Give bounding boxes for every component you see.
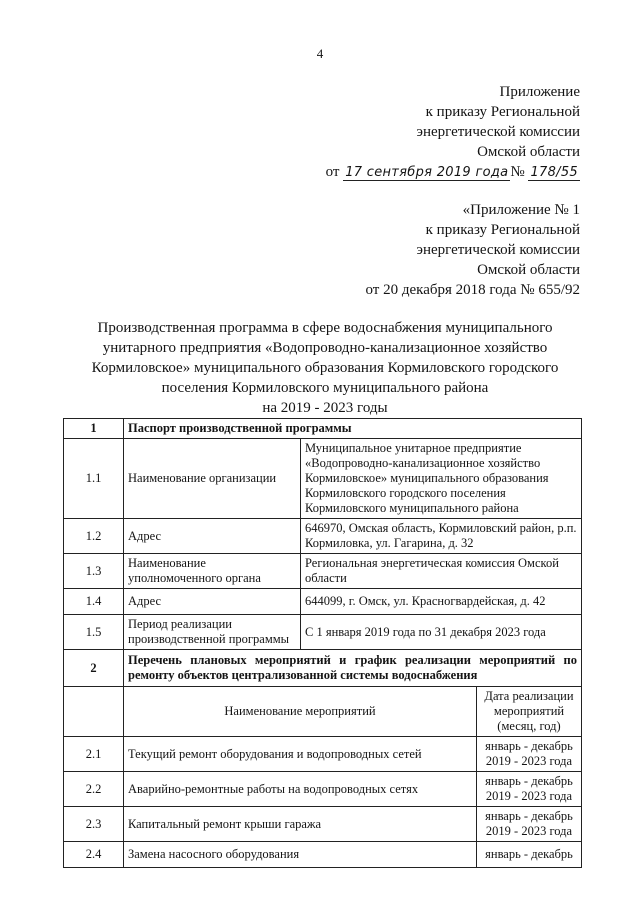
row-name: Замена насосного оборудования — [124, 842, 477, 868]
row-label: Период реализации производственной программы — [124, 615, 301, 650]
title-line: поселения Кормиловского муниципального района — [161, 380, 489, 396]
column-header-name: Наименование мероприятий — [124, 687, 477, 737]
row-number: 1.2 — [64, 519, 124, 554]
column-header-row — [64, 687, 582, 737]
table-row — [64, 807, 582, 842]
row-name: Аварийно-ремонтные работы на водопроводных сетях — [124, 772, 477, 807]
appendix-line: Приложение — [499, 84, 580, 100]
appendix-line: от 20 декабря 2018 года № 655/92 — [365, 282, 580, 298]
table-row — [64, 842, 582, 868]
title-line: на 2019 - 2023 годы — [262, 400, 388, 416]
table-row — [64, 737, 582, 772]
row-value: Региональная энергетическая комиссия Омской области — [301, 554, 582, 589]
row-name: Капитальный ремонт крыши гаража — [124, 807, 477, 842]
row-number: 1.1 — [64, 439, 124, 519]
table-row — [64, 772, 582, 807]
row-value: 646970, Омская область, Кормиловский район, р.п. Кормиловка, ул. Гагарина, д. 32 — [301, 519, 582, 554]
appendix-line: энергетической комиссии — [416, 242, 580, 258]
table-row — [64, 589, 582, 615]
section-number: 1 — [64, 419, 124, 439]
title-line: Кормиловское» муниципального образования Кормиловского городского — [91, 360, 559, 376]
section-title: Паспорт производственной программы — [124, 419, 582, 439]
handwritten-date: 17 сентября 2019 года — [345, 165, 509, 180]
row-dates: январь - декабрь 2019 - 2023 года — [477, 807, 582, 842]
appendix-line: Омской области — [477, 144, 580, 160]
handwritten-number: 178/55 — [530, 165, 578, 180]
section-header-row — [64, 650, 582, 687]
row-label: Адрес — [124, 519, 301, 554]
section-number: 2 — [64, 650, 124, 687]
row-number: 2.3 — [64, 807, 124, 842]
row-number: 1.5 — [64, 615, 124, 650]
row-dates: январь - декабрь 2019 - 2023 года — [477, 737, 582, 772]
appendix-line: к приказу Региональной — [425, 222, 580, 238]
appendix-line: «Приложение № 1 — [462, 202, 580, 218]
table-row — [64, 554, 582, 589]
section-title: Перечень плановых мероприятий и график реализации мероприятий по ремонту объектов централизованной системы водоснабжения — [124, 650, 582, 687]
row-value: С 1 января 2019 года по 31 декабря 2023 года — [301, 615, 582, 650]
table-row — [64, 615, 582, 650]
order-date-line — [326, 162, 580, 183]
row-value: 644099, г. Омск, ул. Красногвардейская, д. 42 — [301, 589, 582, 615]
row-number: 2.2 — [64, 772, 124, 807]
row-label: Наименование организации — [124, 439, 301, 519]
row-number: 1.4 — [64, 589, 124, 615]
document-title — [70, 318, 580, 418]
row-label: Адрес — [124, 589, 301, 615]
table-row — [64, 519, 582, 554]
row-dates: январь - декабрь 2019 - 2023 года — [477, 772, 582, 807]
row-value: Муниципальное унитарное предприятие «Водопроводно-канализационное хозяйство Кормиловское» муниципального образования Кормиловского городского поселения Кормиловского муниципального района — [301, 439, 582, 519]
appendix-line: энергетической комиссии — [416, 124, 580, 140]
row-number: 2.1 — [64, 737, 124, 772]
appendix-line: к приказу Региональной — [425, 104, 580, 120]
number-sign: № — [510, 164, 525, 180]
row-name: Текущий ремонт оборудования и водопроводных сетей — [124, 737, 477, 772]
title-line: Производственная программа в сфере водоснабжения муниципального — [97, 320, 553, 336]
date-prefix: от — [325, 164, 340, 180]
title-line: унитарного предприятия «Водопроводно-канализационное хозяйство — [102, 340, 548, 356]
row-label: Наименование уполномоченного органа — [124, 554, 301, 589]
section-header-row — [64, 419, 582, 439]
appendix-line: Омской области — [477, 262, 580, 278]
row-dates: январь - декабрь — [477, 842, 582, 868]
row-number: 1.3 — [64, 554, 124, 589]
row-number: 2.4 — [64, 842, 124, 868]
table-row — [64, 439, 582, 519]
program-table — [63, 418, 582, 868]
page-number: 4 — [316, 46, 324, 61]
column-header-dates: Дата реализации мероприятий (месяц, год) — [477, 687, 582, 737]
appendix-original-header — [365, 200, 580, 300]
appendix-header — [326, 82, 580, 183]
